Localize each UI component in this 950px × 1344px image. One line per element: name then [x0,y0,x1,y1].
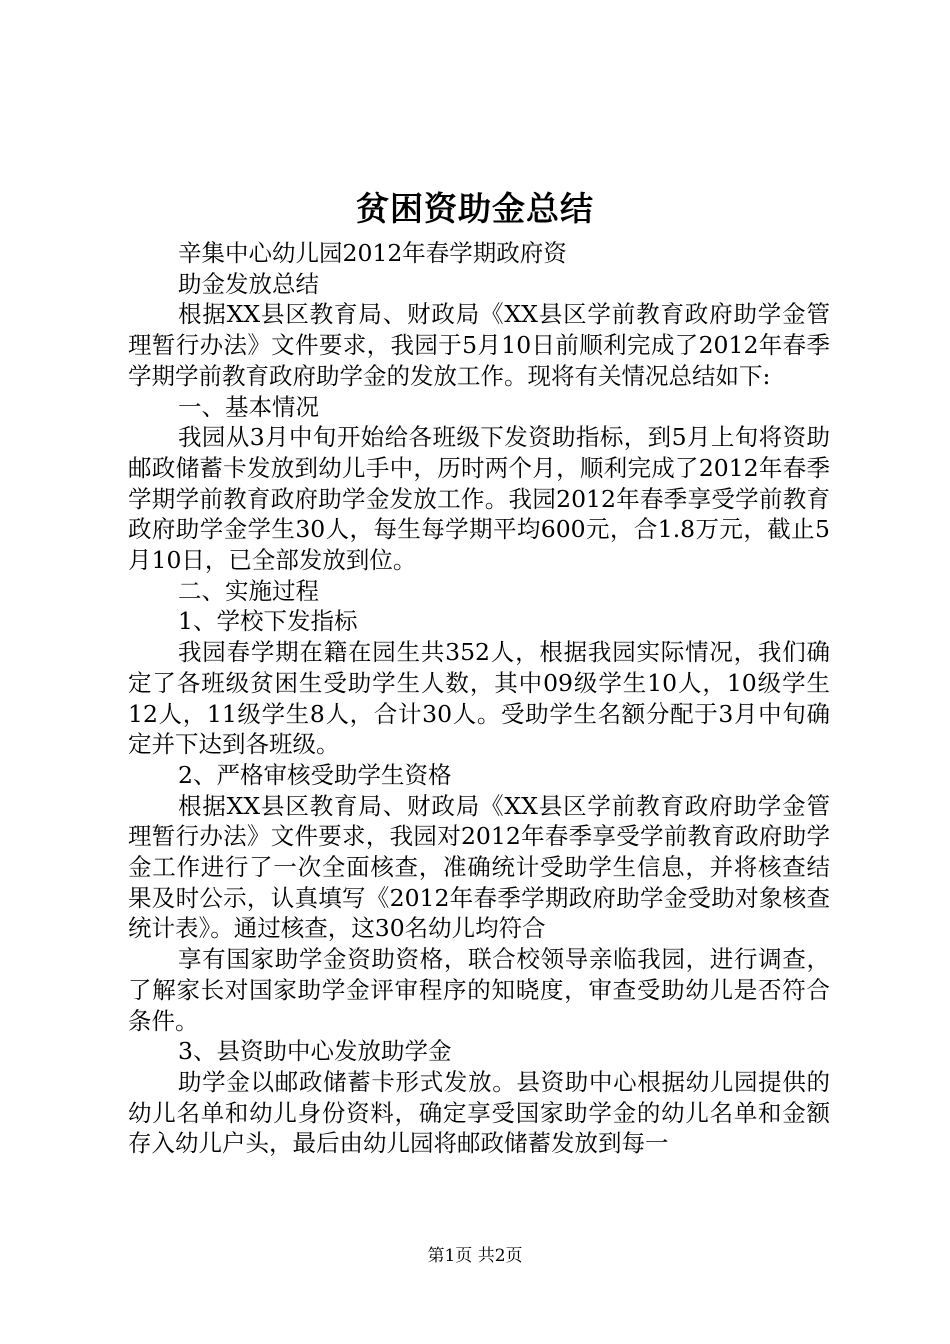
page-footer: 第1页 共2页 [427,1246,523,1266]
paragraph-intro: 根据XX县区教育局、财政局《XX县区学前教育政府助学金管理暂行办法》文件要求，我园于5月10日前顺利完成了2012年春季学期学前教育政府助学金的发放工作。现将有关情况总结如下: [128,300,830,390]
paragraph-subtitle-line-1: 辛集中心幼儿园2012年春学期政府资 [178,239,567,267]
section-heading-basic-situation: 一、基本情况 [178,392,319,421]
subheading-issue-quota: 1、学校下发指标 [178,607,358,636]
paragraph-review-eligibility: 根据XX县区教育局、财政局《XX县区学前教育政府助学金管理暂行办法》文件要求，我园对2012年春季享受学前教育政府助学金工作进行了一次全面核查，准确统计受助学生信息，并将核查结果及时公示，认真填写《2012年春季学期政府助学金受助对象核查统计表》。通过核查，这30名幼儿均符合 [128,791,830,943]
paragraph-issue-quota: 我园春学期在籍在园生共352人，根据我园实际情况，我们确定了各班级贫困生受助学生人数，其中09级学生10人，10级学生12人，11级学生8人，合计30人。受助学生名额分配于3月中旬确定并下达到各班级。 [128,638,830,759]
paragraph-subtitle-line-2: 助金发放总结 [178,269,319,298]
subheading-county-disbursement: 3、县资助中心发放助学金 [178,1037,452,1066]
paragraph-county-disbursement: 助学金以邮政储蓄卡形式发放。县资助中心根据幼儿园提供的幼儿名单和幼儿身份资料，确定享受国家助学金的幼儿名单和金额存入幼儿户头，最后由幼儿园将邮政储蓄发放到每一 [128,1067,830,1158]
document-body [128,238,830,1159]
paragraph-basic-situation: 我园从3月中旬开始给各班级下发资助指标，到5月上旬将资助邮政储蓄卡发放到幼儿手中，历时两个月，顺利完成了2012年春季学期学前教育政府助学金发放工作。我园2012年春季享受学前教育政府助学金学生30人，每生每学期平均600元，合1.8万元，截止5月10日，已全部发放到位。 [128,423,830,575]
paragraph-eligibility-survey: 享有国家助学金资助资格，联合校领导亲临我园，进行调查，了解家长对国家助学金评审程序的知晓度，审查受助幼儿是否符合条件。 [128,945,830,1035]
subheading-review-eligibility: 2、严格审核受助学生资格 [178,760,452,789]
section-heading-implementation: 二、实施过程 [178,576,319,605]
document-title: 贫困资助金总结 [356,189,594,228]
